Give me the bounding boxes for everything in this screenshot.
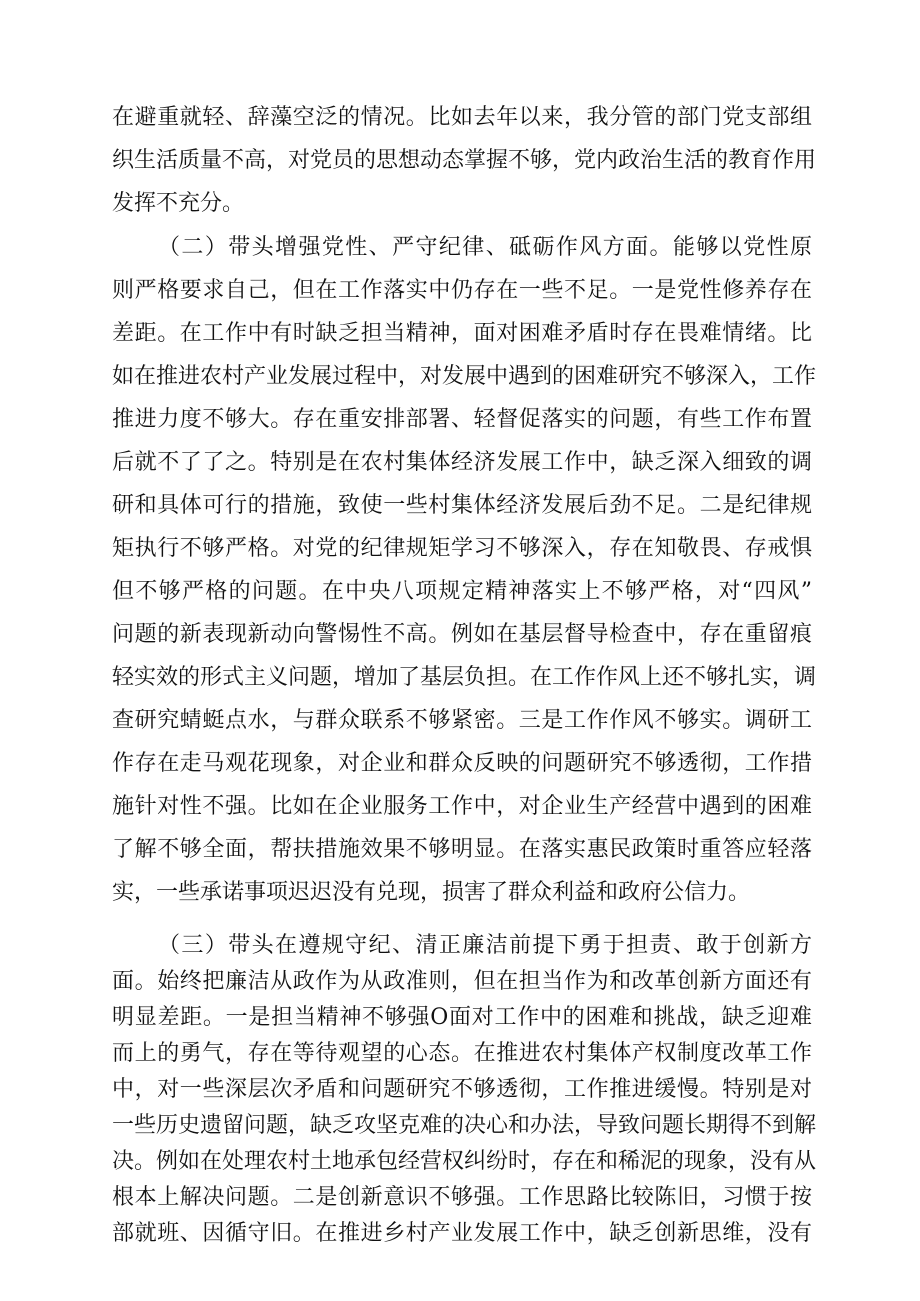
text-line: 中，对一些深层次矛盾和问题研究不够透彻，工作推进缓慢。特别是对	[112, 1077, 812, 1102]
text-line: 后就不了了之。特别是在农村集体经济发展工作中，缺乏深入细致的调	[112, 450, 812, 475]
text-line: 但不够严格的问题。在中央八项规定精神落实上不够严格，对“四风”	[112, 579, 812, 604]
text-line: 决。例如在处理农村土地承包经营权纠纷时，存在和稀泥的现象，没有从	[112, 1149, 817, 1174]
text-line: 差距。在工作中有时缺乏担当精神，面对困难矛盾时存在畏难情绪。比	[112, 321, 812, 346]
text-line: 则严格要求自己，但在工作落实中仍存在一些不足。一是党性修养存在	[112, 278, 812, 303]
text-line: 面。始终把廉洁从政作为从政准则，但在担当作为和改革创新方面还有	[112, 969, 812, 994]
text-line: （二）带头增强党性、严守纪律、砥砺作风方面。能够以党性原	[158, 235, 812, 260]
text-line: 部就班、因循守旧。在推进乡村产业发展工作中，缺乏创新思维，没有	[112, 1221, 812, 1246]
text-line: 发挥不充分。	[112, 191, 245, 216]
text-line: 明显差距。一是担当精神不够强O面对工作中的困难和挑战，缺乏迎难	[112, 1005, 812, 1030]
text-line: 了解不够全面，帮扶措施效果不够明显。在落实惠民政策时重答应轻落	[112, 837, 812, 862]
text-line: 根本上解决问题。二是创新意识不够强。工作思路比较陈旧，习惯于按	[112, 1185, 812, 1210]
text-line: 推进力度不够大。存在重安排部署、轻督促落实的问题，有些工作布置	[112, 407, 812, 432]
text-line: 在避重就轻、辞藻空泛的情况。比如去年以来，我分管的部门党支部组	[112, 105, 812, 130]
text-line: （三）带头在遵规守纪、清正廉洁前提下勇于担责、敢于创新方	[158, 933, 812, 958]
text-line: 问题的新表现新动向警惕性不高。例如在基层督导检查中，存在重留痕	[112, 622, 812, 647]
text-line: 轻实效的形式主义问题，增加了基层负担。在工作作风上还不够扎实，调	[112, 665, 817, 690]
text-line: 织生活质量不高，对党员的思想动态掌握不够，党内政治生活的教育作用	[112, 148, 817, 173]
text-line: 一些历史遗留问题，缺乏攻坚克难的决心和办法，导致问题长期得不到解	[112, 1113, 817, 1138]
text-line: 施针对性不强。比如在企业服务工作中，对企业生产经营中遇到的困难	[112, 794, 812, 819]
text-line: 研和具体可行的措施，致使一些村集体经济发展后劲不足。二是纪律规	[112, 493, 812, 518]
text-line: 作存在走马观花现象，对企业和群众反映的问题研究不够透彻，工作措	[112, 751, 812, 776]
text-line: 而上的勇气，存在等待观望的心态。在推进农村集体产权制度改革工作	[112, 1041, 812, 1066]
text-line: 如在推进农村产业发展过程中，对发展中遇到的困难研究不够深入，工作	[112, 364, 817, 389]
text-line: 矩执行不够严格。对党的纪律规矩学习不够深入，存在知敬畏、存戒惧	[112, 536, 812, 561]
text-line: 查研究蜻蜓点水，与群众联系不够紧密。三是工作作风不够实。调研工	[112, 708, 812, 733]
text-line: 实，一些承诺事项迟迟没有兑现，损害了群众利益和政府公信力。	[112, 880, 751, 905]
